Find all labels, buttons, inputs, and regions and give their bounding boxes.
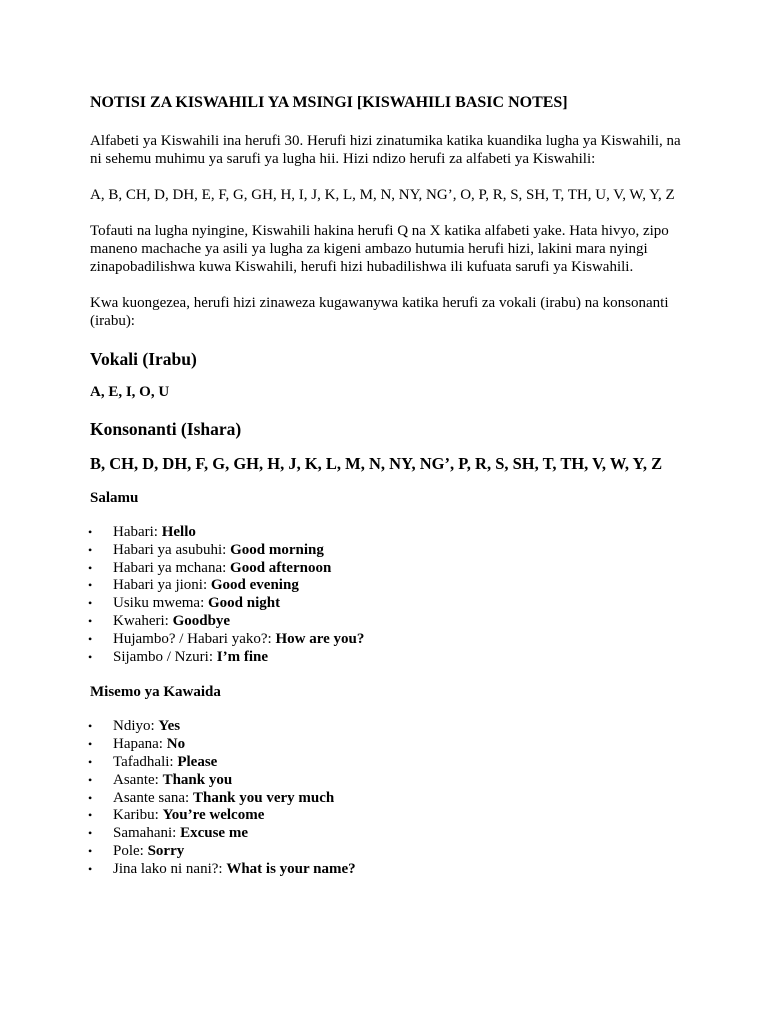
- english-translation: Good afternoon: [230, 559, 332, 576]
- swahili-term: Asante sana:: [113, 789, 193, 806]
- bullet-icon: •: [88, 631, 93, 646]
- bullet-icon: •: [88, 613, 93, 628]
- swahili-term: Kwaheri:: [113, 612, 173, 629]
- swahili-term: Tafadhali:: [113, 753, 178, 770]
- alphabet-paragraph: A, B, CH, D, DH, E, F, G, GH, H, I, J, K, L, M, N, NY, NG’, O, P, R, S, SH, T, TH, U, V, W, Y, Z: [90, 187, 675, 203]
- bullet-icon: •: [88, 737, 93, 752]
- vowels-list: A, E, I, O, U: [90, 384, 170, 400]
- english-translation: Good morning: [230, 541, 324, 558]
- swahili-term: Ndiyo:: [113, 718, 159, 735]
- bullet-icon: •: [88, 861, 93, 876]
- document-page: [90, 92, 686, 896]
- list-item: [90, 736, 686, 754]
- swahili-term: Sijambo / Nzuri:: [113, 648, 217, 665]
- english-translation: Sorry: [147, 842, 185, 859]
- consonants-list: B, CH, D, DH, F, G, GH, H, J, K, L, M, N, NY, NG’, P, R, S, SH, T, TH, V, W, Y, Z: [90, 454, 663, 473]
- list-item: [90, 577, 686, 595]
- bullet-icon: •: [88, 560, 93, 575]
- list-item: [90, 631, 686, 649]
- list-item: [90, 790, 686, 808]
- document-title: NOTISI ZA KISWAHILI YA MSINGI [KISWAHILI BASIC NOTES]: [90, 94, 568, 111]
- english-translation: Goodbye: [172, 612, 231, 629]
- list-item: [90, 807, 686, 825]
- bullet-icon: •: [88, 754, 93, 769]
- consonants-heading: Konsonanti (Ishara): [90, 419, 242, 439]
- swahili-term: Pole:: [113, 842, 148, 859]
- bullet-icon: •: [88, 542, 93, 557]
- swahili-term: Asante:: [113, 771, 163, 788]
- swahili-term: Habari ya mchana:: [113, 559, 231, 576]
- list-item: [90, 861, 686, 879]
- list-item: [90, 649, 686, 667]
- swahili-term: Habari ya asubuhi:: [113, 541, 231, 558]
- list-item: [90, 718, 686, 736]
- bullet-icon: •: [88, 843, 93, 858]
- list-item: [90, 524, 686, 542]
- phrases-heading: Misemo ya Kawaida: [90, 684, 221, 701]
- swahili-term: Samahani:: [113, 825, 181, 842]
- greetings-list: [90, 524, 686, 666]
- list-item: [90, 595, 686, 613]
- english-translation: Yes: [158, 718, 181, 735]
- phrases-list: [90, 718, 686, 878]
- intro-paragraph: Alfabeti ya Kiswahili ina herufi 30. Herufi hizi zinatumika katika kuandika lugha ya Kiswahili, na ni sehemu muhimu ya sarufi ya lugha hii. Hizi ndizo herufi za alfabeti ya Kiswahili:: [90, 133, 681, 167]
- bullet-icon: •: [88, 596, 93, 611]
- bullet-icon: •: [88, 790, 93, 805]
- vowels-heading: Vokali (Irabu): [90, 349, 197, 369]
- english-translation: Please: [177, 753, 218, 770]
- english-translation: Thank you: [162, 771, 233, 788]
- bullet-icon: •: [88, 525, 93, 539]
- english-translation: You’re welcome: [162, 807, 265, 824]
- swahili-term: Habari:: [113, 524, 162, 540]
- english-translation: Thank you very much: [192, 789, 335, 806]
- list-item: [90, 754, 686, 772]
- list-item: [90, 542, 686, 560]
- bullet-icon: •: [88, 808, 93, 823]
- swahili-term: Hapana:: [113, 736, 167, 753]
- swahili-term: Karibu:: [113, 807, 163, 824]
- english-translation: What is your name?: [226, 860, 356, 877]
- difference-paragraph: Tofauti na lugha nyingine, Kiswahili hakina herufi Q na X katika alfabeti yake. Hata hivyo, zipo maneno machache ya asili ya lugha za kigeni ambazo hutumia herufi hizi, lakini mara nyingi zinapobadilishwa kuwa Kiswahili, herufi hizi hubadilishwa ili kufuata sarufi ya Kiswahili.: [90, 223, 669, 275]
- list-item: [90, 613, 686, 631]
- english-translation: Good evening: [210, 577, 299, 594]
- list-item: [90, 843, 686, 861]
- english-translation: I’m fine: [216, 648, 268, 665]
- list-item: [90, 560, 686, 578]
- list-item: [90, 825, 686, 843]
- list-item: [90, 772, 686, 790]
- bullet-icon: •: [88, 772, 93, 787]
- english-translation: Hello: [161, 524, 196, 540]
- swahili-term: Habari ya jioni:: [113, 577, 211, 594]
- english-translation: Excuse me: [180, 825, 248, 842]
- bullet-icon: •: [88, 826, 93, 841]
- greetings-heading: Salamu: [90, 490, 139, 506]
- bullet-icon: •: [88, 649, 93, 664]
- swahili-term: Usiku mwema:: [113, 595, 208, 612]
- bullet-icon: •: [88, 719, 93, 734]
- english-translation: No: [166, 736, 186, 753]
- addition-paragraph: Kwa kuongezea, herufi hizi zinaweza kugawanywa katika herufi za vokali (irabu) na konsonanti (irabu):: [90, 295, 669, 329]
- english-translation: How are you?: [275, 630, 365, 647]
- swahili-term: Hujambo? / Habari yako?:: [113, 630, 276, 647]
- english-translation: Good night: [208, 595, 281, 612]
- swahili-term: Jina lako ni nani?:: [113, 860, 227, 877]
- bullet-icon: •: [88, 578, 93, 593]
